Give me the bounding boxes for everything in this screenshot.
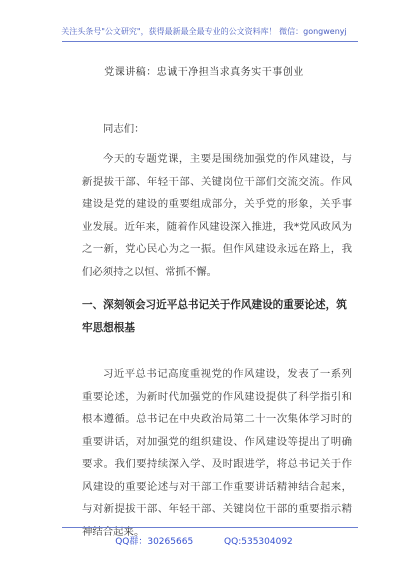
- footer-divider: [62, 527, 358, 528]
- header-divider: [62, 41, 358, 42]
- footer-contact: [0, 534, 408, 547]
- document-title: 党课讲稿：忠诚干净担当求真务实干事创业: [104, 67, 304, 78]
- footer-qq-group: QQ群：30265665: [115, 537, 194, 547]
- footer-qq: QQ:535304092: [224, 537, 293, 547]
- salutation: 同志们：: [103, 123, 145, 135]
- header-promo-note: 关注头条号"公文研究"，获得最新最全最专业的公文资料库！ 微信：gongwenyj: [61, 27, 347, 36]
- section-heading-1: 一、深刻领会习近平总书记关于作风建设的重要论述，筑牢思想根基: [82, 299, 347, 334]
- paragraph-section-1: 习近平总书记高度重视党的作风建设，发表了一系列重要论述，为新时代加强党的作风建设提供了科学指引和根本遵循。总书记在中央政治局第二十一次集体学习时的重要讲话，对加强党的组织建设、作风建设等提出了明确要求。我们要持续深入学、及时跟进学，将总书记关于作风建设的重要论述与对干部工作重要讲话精神结合起来，与对新提拔干部、年轻干部、关键岗位干部的重要指示精神结合起来。: [82, 368, 352, 538]
- paragraph-intro: 今天的专题党课，主要是围绕加强党的作风建设，与新提拔干部、年轻干部、关键岗位干部们交流交流。作风建设是党的建设的重要组成部分，关乎党的形象，关乎事业发展。近年来，随着作风建设深入推进，我*党风政风为之一新，党心民心为之一振。但作风建设永远在路上，我们必须持之以恒、常抓不懈。: [82, 153, 352, 278]
